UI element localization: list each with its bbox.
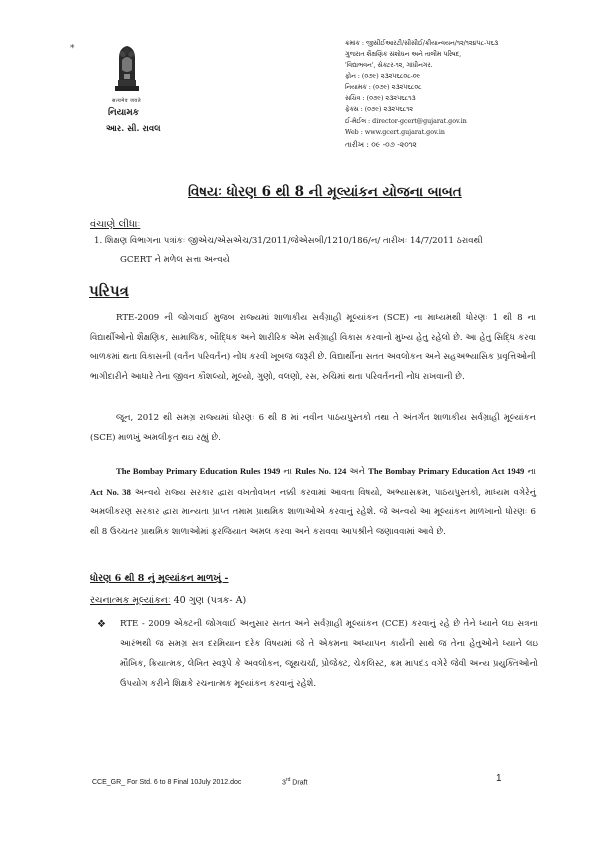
sub-heading-label: રચનાત્મક મૂલ્યાંકનઃ <box>90 595 171 606</box>
connector-ane: અને <box>346 467 369 477</box>
draft-word: Draft <box>290 779 308 787</box>
emblem-caption: सत्यमेव जयते <box>112 98 142 104</box>
act-name: The Bombay Primary Education Act 1949 <box>368 466 525 476</box>
footer-filename: CCE_GR_ For Std. 6 to 8 Final 10July 2012.doc <box>92 779 242 786</box>
section-heading: ધોરણ 6 થી 8 નું મૂલ્યાંકન માળખું - <box>90 573 229 584</box>
sub-heading <box>90 595 246 606</box>
paragraph-1 <box>90 309 536 387</box>
paragraph-3-text: અન્વયે રાજ્ય સરકાર દ્વારા વખતોવખત નક્કી કરવામાં આવતા વિષયો, અભ્યાસક્રમ, પાઠયપુસ્તકો, માધ્યમ વગેરેનું અમલીકરણ સરકાર દ્વારા માન્યતા પ્રાપ્ત તમામ પ્રાથમિક શાળાઓએ કરવાનું રહેશે. જે અન્વયે આ મૂલ્યાંકન માળખાનો ધોરણઃ 6 થી 8 ઉચ્ચતર પ્રાથમિક શાળાઓમાં ફરજિયાત અમલ કરવા અને કરાવવા આપશ્રીને જણાવવામાં આવે છે. <box>90 487 536 537</box>
act-number: Act No. 38 <box>90 486 131 497</box>
director-phone: નિયામક : (૦૭૯) ૨૩૨૫૬૮૦૮ <box>345 84 422 91</box>
paragraph-2-text: જૂન, 2012 થી સમગ્ર રાજ્યમાં ધોરણઃ 6 થી 8 માં નવીન પાઠયપુસ્તકો તથા તે અંતર્ગત શાળાકીય સર્વગ્રાહી મૂલ્યાંકન (SCE) માળખું અમલીકૃત થઇ રહ્યું છે. <box>90 413 536 443</box>
page-number: 1 <box>496 773 502 784</box>
fax-line: ફેક્સ : (૦૭૯) ૨૩૨૫૬૮૧૨ <box>345 106 413 113</box>
secretary-phone: સચિવ : (૦૭૯) ૨૩૨૫૬૮૧૩ <box>345 95 416 102</box>
office-title: નિયામક <box>108 108 140 118</box>
rules-number: Rules No. 124 <box>295 466 347 476</box>
paragraph-2 <box>90 409 536 448</box>
national-emblem-icon <box>110 40 144 98</box>
connector-na-1: ના <box>280 467 296 477</box>
email-line: ઈ-મેઈલ : director-gcert@gujarat.gov.in <box>345 118 467 125</box>
sub-heading-marks: 40 ગુણ (પત્રક- A) <box>170 595 247 606</box>
org-address: 'વિદ્યાભવન', સેક્ટર-૧૨, ગાંધીનગર. <box>345 62 433 69</box>
rules-name: The Bombay Primary Education Rules 1949 <box>116 466 281 476</box>
officer-name: આર. સી. રાવલ <box>106 124 161 134</box>
org-name: ગુજરાત શૈક્ષણિક સંશોધન અને તાલીમ પરિષદ, <box>345 51 462 58</box>
date-line: તારીખ : ૦૯ -૦૭ -૨૦૧૨ <box>345 140 417 149</box>
subject-heading: વિષયઃ ધોરણ 6 થી 8 ની મૂલ્યાંકન યોજના બાબત <box>188 184 462 200</box>
draft-suffix: rd <box>285 777 291 783</box>
ref-number: ક્રમાંક : જીસીઈઆરટી/સીસીઈ/ક્રીયાન્વયન/૧૨/૧૨૪૫૮-૫૬૩ <box>345 40 499 47</box>
reference-line-1: 1. શિક્ષણ વિભાગના પત્રાંકઃ જીએચ/એસએચ/31/2011/જેએસબી/1210/186/ન/ તારીખઃ 14/7/2011 ઠરાવથી <box>94 236 483 246</box>
bullet-icon: ❖ <box>97 619 106 630</box>
phone-line: ફોન : (૦૭૯) ૨૩૨૫૬૮૦૮-૦૯ <box>345 73 421 80</box>
footer-draft <box>282 777 307 786</box>
paragraph-3 <box>90 462 536 542</box>
draft-number: 3 <box>282 779 286 787</box>
scan-mark: * <box>70 44 75 54</box>
reference-line-2: GCERT ને મળેલ સત્તા અન્વયે <box>120 255 230 265</box>
paragraph-1-text: RTE-2009 ની જોગવાઈ મુજબ રાજ્યમાં શાળાકીય સર્વગ્રાહી મૂલ્યાંકન (SCE) ના માધ્યમથી ધોરણઃ 1 થી 8 ના વિદ્યાર્થીઓનો શૈક્ષણિક, સામાજિક, બૌદ્ધિક અને શારીરિક એમ સર્વગ્રાહી વિકાસ કરવાનો મુખ્ય હેતુ રહેલો છે. આ હેતુ સિદ્ધિ કરવા બાળકમાં થતા વિકાસની (વર્તન પરિવર્તન) નોંધ કરવી ખૂબજ જરૂરી છે. વિદ્યાર્થીના સતત અવલોકન અને સહઅભ્યાસિક પ્રવૃત્તિઓની ભાગીદારીને આધારે તેના જીવન કૌશલ્યો, મૂલ્યો, ગુણો, વલણો, રસ, રુચિમાં થતા પરિવર્તનની નોંધ રાખવાની છે. <box>90 313 536 382</box>
reference-heading: વંચાણે લીધાઃ <box>90 219 141 230</box>
web-line: Web : www.gcert.gujarat.gov.in <box>345 129 445 136</box>
connector-na-2: ના <box>524 467 536 477</box>
circular-title: પરિપત્ર <box>89 282 129 300</box>
bullet-text: RTE - 2009 એક્ટની જોગવાઈ અનુસાર સતત અને સર્વગ્રાહી મૂલ્યાંકન (CCE) કરવાનું રહે છે તેને ધ્યાને લઇ સત્રના આરંભથી જ સમગ્ર સત્ર દરમિયાન દરેક વિષયમાં જે તે એકમના અધ્યાપન કાર્યની સાથે જ તેના હેતુઓને ધ્યાને લઇ મૌખિક, ક્રિયાત્મક, લેખિત સ્વરૂપે કે અવલોકન, જૂથચર્ચા, પ્રોજેક્ટ, ચેકલિસ્ટ, ક્રમ માપદંડ વગેરે જેવી અન્ય પ્રયુક્તિઓનો ઉપયોગ કરીને શિક્ષકે રચનાત્મક મૂલ્યાંકન કરવાનું રહેશે. <box>120 619 538 689</box>
